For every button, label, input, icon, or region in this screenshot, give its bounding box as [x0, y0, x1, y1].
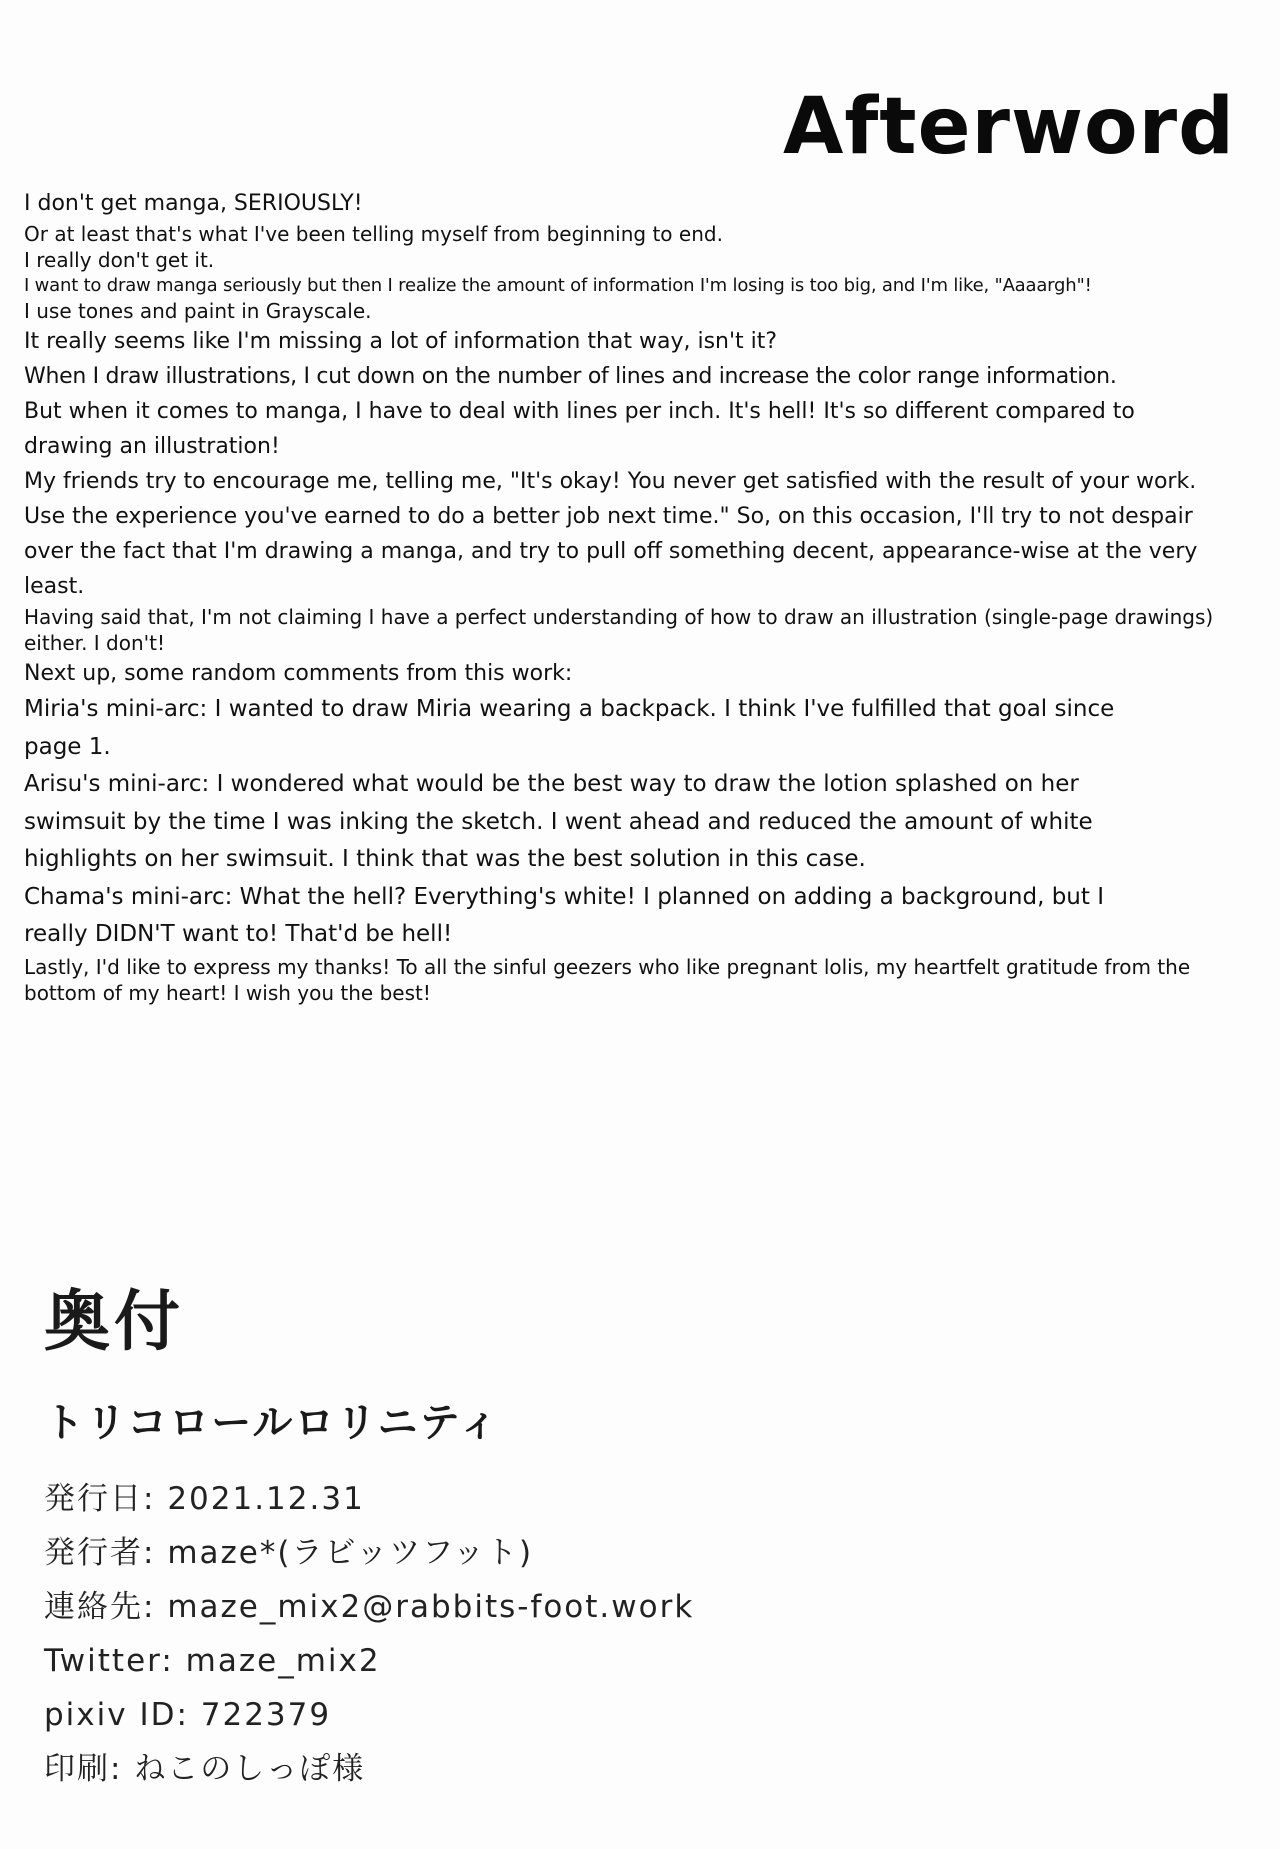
colophon-row-publisher	[44, 1526, 694, 1580]
row-value: 2021.12.31	[167, 1481, 365, 1517]
paragraph: I don't get manga, SERIOUSLY!	[24, 191, 363, 216]
colophon-row-printer	[44, 1742, 694, 1796]
row-label: 発行者:	[44, 1535, 156, 1571]
colophon-heading: 奥付	[44, 1282, 184, 1360]
paragraph: I really don't get it.	[24, 248, 215, 272]
paragraph: Next up, some random comments from this work:	[24, 661, 573, 686]
paragraph: My friends try to encourage me, telling me, "It's okay! You never get satisfied with the result of your work. Use the experience you've earned to do a better job next time." So, on this occasion, I'll try to not despair over the fact that I'm drawing a manga, and try to pull off something decent, appearance-wise at the very least.	[24, 469, 1198, 599]
row-label: Twitter:	[44, 1643, 174, 1679]
row-label: 印刷:	[44, 1751, 123, 1787]
paragraph: It really seems like I'm missing a lot of information that way, isn't it?	[24, 329, 778, 354]
colophon	[44, 1268, 694, 1796]
row-value: ねこのしっぽ様	[134, 1751, 366, 1787]
paragraph: Having said that, I'm not claiming I have a perfect understanding of how to draw an illustration (single-page drawings) either. I don't!	[24, 605, 1214, 655]
row-label: 連絡先:	[44, 1589, 156, 1625]
row-label: pixiv ID:	[44, 1697, 189, 1733]
paragraph: I use tones and paint in Grayscale.	[24, 299, 372, 323]
colophon-row-pixiv	[44, 1688, 694, 1742]
paragraph: When I draw illustrations, I cut down on the number of lines and increase the color range information.	[24, 364, 1117, 389]
paragraph: I want to draw manga seriously but then I realize the amount of information I'm losing is too big, and I'm like, "Aaaargh"!	[24, 275, 1092, 296]
colophon-row-twitter	[44, 1634, 694, 1688]
afterword-body	[24, 186, 1264, 1006]
afterword-title: Afterword	[783, 82, 1235, 172]
paragraph: But when it comes to manga, I have to deal with lines per inch. It's hell! It's so different compared to drawing an illustration!	[24, 399, 1135, 459]
row-label: 発行日:	[44, 1481, 156, 1517]
colophon-info	[44, 1472, 694, 1796]
paragraph: Lastly, I'd like to express my thanks! To all the sinful geezers who like pregnant lolis, my heartfelt gratitude from the bottom of my heart! I wish you the best!	[24, 954, 1191, 1005]
row-value: maze_mix2	[185, 1643, 381, 1679]
paragraph: Miria's mini-arc: I wanted to draw Miria wearing a backpack. I think I've fulfilled that goal since page 1.	[24, 696, 1115, 760]
colophon-row-contact	[44, 1580, 694, 1634]
paragraph: Or at least that's what I've been telling myself from beginning to end.	[24, 222, 723, 246]
row-value: maze*(ラビッツフット)	[167, 1535, 534, 1571]
paragraph: Chama's mini-arc: What the hell? Everything's white! I planned on adding a background, but I really DIDN'T want to! That'd be hell!	[24, 883, 1104, 947]
row-value: 722379	[200, 1697, 332, 1733]
row-value: maze_mix2@rabbits-foot.work	[167, 1589, 695, 1625]
colophon-row-date	[44, 1472, 694, 1526]
paragraph: Arisu's mini-arc: I wondered what would be the best way to draw the lotion splashed on her swimsuit by the time I was inking the sketch. I went ahead and reduced the amount of white highlights on her swimsuit. I think that was the best solution in this case.	[24, 771, 1093, 872]
book-title: トリコロールロリニティ	[44, 1400, 501, 1446]
